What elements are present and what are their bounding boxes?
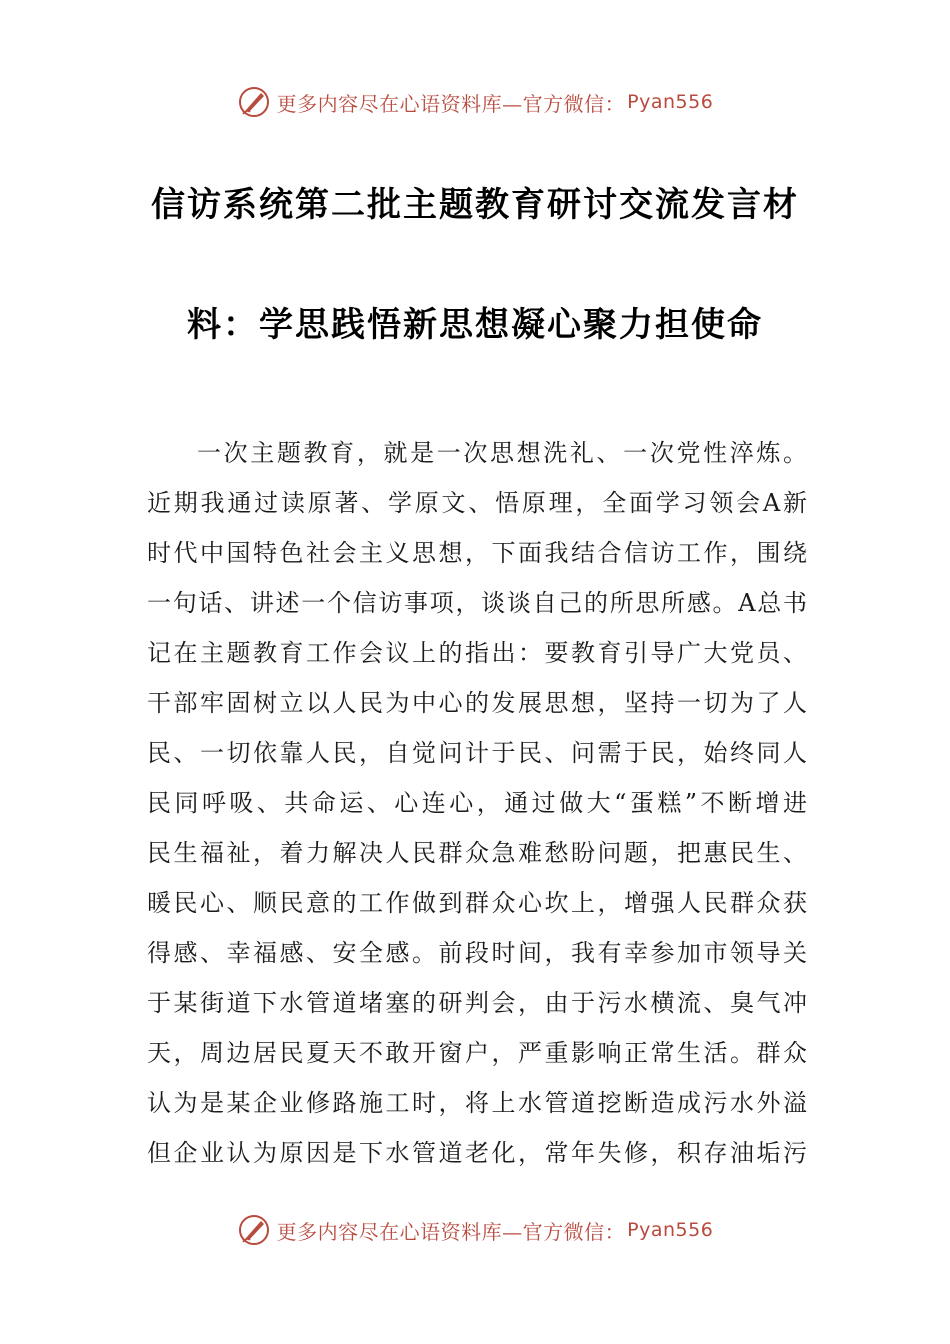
header-banner [0, 82, 950, 122]
body-line: 认为是某企业修路施工时，将上水管道挖断造成污水外溢 [147, 1089, 807, 1117]
body-line: 一句话、讲述一个信访事项，谈谈自己的所思所感。A总书 [147, 589, 807, 617]
footer-banner-handle: Pyan556 [627, 1219, 714, 1241]
body-line: 时代中国特色社会主义思想，下面我结合信访工作，围绕 [147, 539, 807, 567]
body-line: 一次主题教育，就是一次思想洗礼、一次党性淬炼。 [197, 439, 807, 467]
body-line: 近期我通过读原著、学原文、悟原理，全面学习领会A新 [147, 489, 807, 517]
body-line: 干部牢固树立以人民为中心的发展思想，坚持一切为了人 [147, 689, 807, 717]
footer-banner [0, 1210, 950, 1250]
header-banner-text: 更多内容尽在心语资料库—官方微信： [276, 91, 626, 116]
body-line: 民同呼吸、共命运、心连心，通过做大“蛋糕”不断增进 [147, 789, 807, 817]
quill-pen-logo-icon [237, 1213, 271, 1247]
body-line: 但企业认为原因是下水管道老化，常年失修，积存油垢污 [147, 1139, 807, 1167]
document-title-line-1: 信访系统第二批主题教育研讨交流发言材 [151, 185, 799, 225]
body-line: 得感、幸福感、安全感。前段时间，我有幸参加市领导关 [147, 939, 807, 967]
header-banner-handle: Pyan556 [627, 91, 714, 113]
body-line: 民生福祉，着力解决人民群众急难愁盼问题，把惠民生、 [147, 839, 807, 867]
body-line: 于某街道下水管道堵塞的研判会，由于污水横流、臭气冲 [147, 989, 807, 1017]
body-text [147, 428, 807, 1178]
body-line: 记在主题教育工作会议上的指出：要教育引导广大党员、 [147, 639, 807, 667]
body-line: 天，周边居民夏天不敢开窗户，严重影响正常生活。群众 [147, 1039, 807, 1067]
document-title-line-2: 料：学思践悟新思想凝心聚力担使命 [187, 305, 763, 345]
quill-pen-logo-icon [237, 85, 271, 119]
body-line: 暖民心、顺民意的工作做到群众心坎上，增强人民群众获 [147, 889, 807, 917]
footer-banner-text: 更多内容尽在心语资料库—官方微信： [276, 1219, 626, 1244]
body-line: 民、一切依靠人民，自觉问计于民、问需于民，始终同人 [147, 739, 807, 767]
